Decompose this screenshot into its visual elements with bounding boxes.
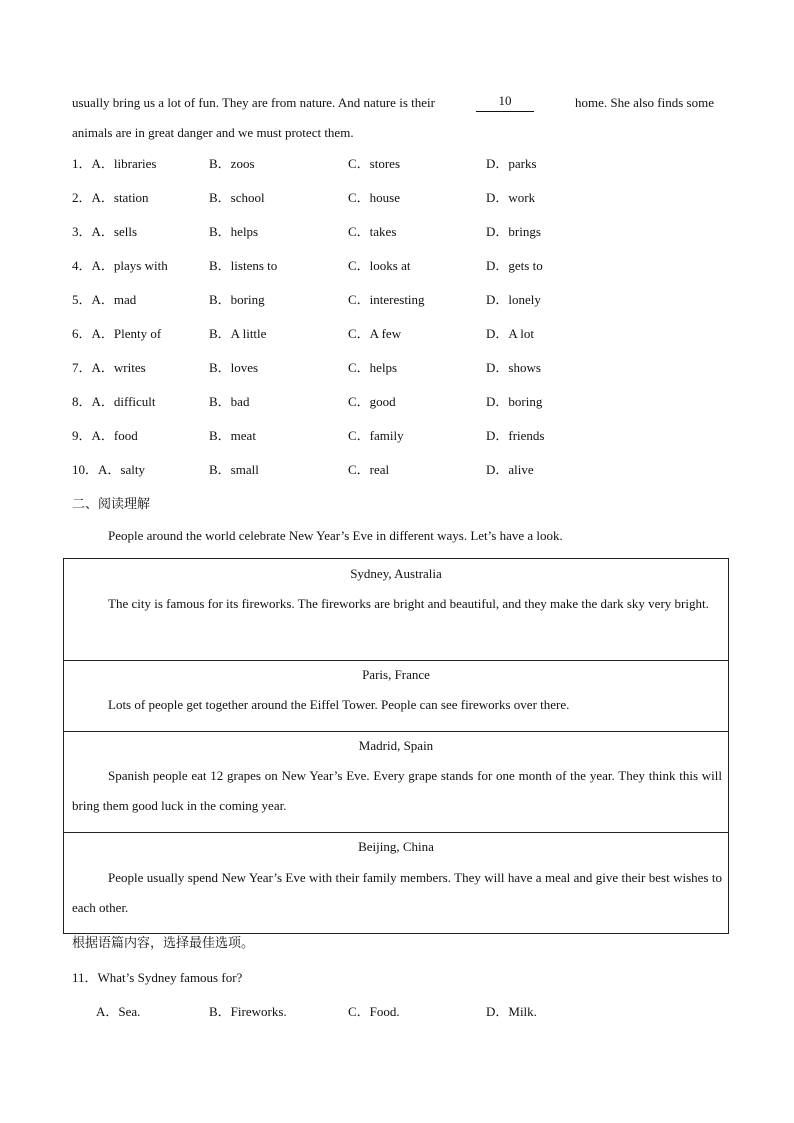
city-name: Sydney, Australia	[350, 566, 442, 581]
table-row-madrid	[64, 732, 728, 833]
option-c: C．takes	[348, 224, 397, 239]
option-c: C．interesting	[348, 292, 425, 307]
city-description: People usually spend New Year’s Eve with their family members. They will have a meal and give their best wishes to each other.	[72, 870, 722, 915]
option-d: D．work	[486, 190, 536, 205]
option-a: 9．A．food	[72, 428, 138, 443]
option-a: 10．A．salty	[72, 462, 145, 477]
intro-text-after-blank: home. She also finds some	[574, 95, 714, 110]
intro-text-before-blank: usually bring us a lot of fun. They are from nature. And nature is their	[72, 95, 435, 110]
option-b: B．listens to	[209, 258, 278, 273]
cities-table	[63, 558, 729, 934]
option-a: 1．A．libraries	[72, 156, 157, 171]
option-c: C．house	[348, 190, 401, 205]
option-a: 4．A．plays with	[72, 258, 168, 273]
option-a: A．Sea.	[96, 1004, 141, 1019]
instruction: 根据语篇内容，选择最佳选项。	[72, 936, 255, 951]
option-a: 3．A．sells	[72, 224, 138, 239]
section-title-reading: 二、阅读理解	[72, 497, 151, 512]
option-c: C．stores	[348, 156, 401, 171]
option-b: B．meat	[209, 428, 256, 443]
option-c: C．helps	[348, 360, 398, 375]
table-row-beijing	[64, 833, 728, 933]
option-b: B．small	[209, 462, 259, 477]
option-c: C．Food.	[348, 1004, 400, 1019]
option-d: D．alive	[486, 462, 534, 477]
option-b: B．helps	[209, 224, 259, 239]
option-c: C．looks at	[348, 258, 411, 273]
option-a: 6．A．Plenty of	[72, 326, 162, 341]
option-b: B．boring	[209, 292, 265, 307]
blank-10: 10	[476, 94, 534, 112]
option-d: D．gets to	[486, 258, 543, 273]
passage-intro: People around the world celebrate New Year’s Eve in different ways. Let’s have a look.	[108, 528, 563, 543]
option-d: D．lonely	[486, 292, 541, 307]
option-c: C．real	[348, 462, 390, 477]
city-name: Madrid, Spain	[358, 738, 434, 753]
question-11: 11．What’s Sydney famous for?	[72, 970, 243, 985]
option-b: B．loves	[209, 360, 259, 375]
intro-line-2: animals are in great danger and we must protect them.	[72, 125, 354, 140]
option-b: B．bad	[209, 394, 250, 409]
option-d: D．Milk.	[486, 1004, 537, 1019]
option-a: 5．A．mad	[72, 292, 137, 307]
option-c: C．good	[348, 394, 396, 409]
option-d: D．boring	[486, 394, 543, 409]
city-name: Paris, France	[362, 667, 430, 682]
question-11-options	[96, 1003, 596, 1021]
option-d: D．friends	[486, 428, 545, 443]
option-c: C．family	[348, 428, 404, 443]
option-a: 2．A．station	[72, 190, 149, 205]
city-description: The city is famous for its fireworks. The fireworks are bright and beautiful, and they make the dark sky very bright.	[108, 596, 709, 611]
option-d: D．shows	[486, 360, 541, 375]
option-a: 7．A．writes	[72, 360, 146, 375]
option-d: D．brings	[486, 224, 541, 239]
option-d: D．A lot	[486, 326, 535, 341]
city-description: Spanish people eat 12 grapes on New Year’s Eve. Every grape stands for one month of the year. They think this will bring them good luck in the coming year.	[72, 768, 722, 813]
option-b: B．school	[209, 190, 265, 205]
option-b: B．A little	[209, 326, 267, 341]
option-c: C．A few	[348, 326, 402, 341]
option-b: B．Fireworks.	[209, 1004, 287, 1019]
option-b: B．zoos	[209, 156, 255, 171]
city-name: Beijing, China	[358, 839, 434, 854]
intro-line-1	[72, 94, 714, 112]
city-description: Lots of people get together around the Eiffel Tower. People can see fireworks over there.	[108, 697, 570, 712]
table-row-paris	[64, 661, 728, 732]
option-d: D．parks	[486, 156, 537, 171]
option-a: 8．A．difficult	[72, 394, 156, 409]
table-row-sydney	[64, 559, 728, 661]
